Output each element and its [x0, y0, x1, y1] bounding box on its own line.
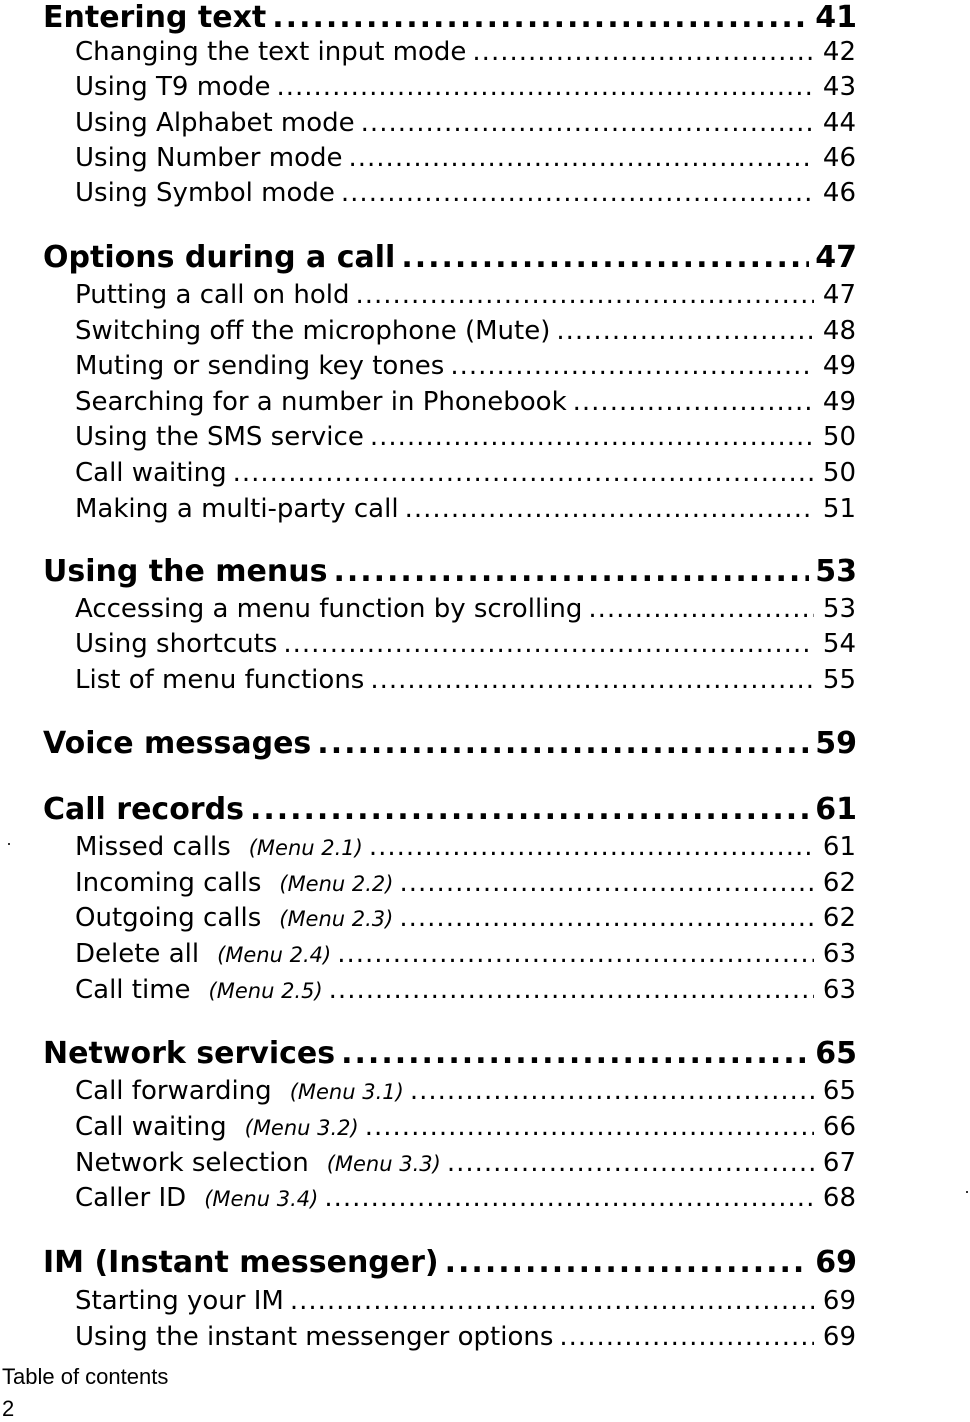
- toc-section-heading[interactable]: [43, 726, 857, 761]
- page-number: 49: [822, 351, 856, 381]
- page-number: 69: [822, 1322, 856, 1352]
- dot-leader: [250, 792, 809, 827]
- entry-title: Caller ID: [75, 1183, 187, 1213]
- page-number: 61: [815, 792, 857, 827]
- footer-label: Table of contents: [2, 1364, 169, 1389]
- dot-leader: [410, 1076, 814, 1106]
- dot-leader: [349, 143, 815, 173]
- menu-reference: (Menu 2.5): [208, 979, 323, 1003]
- toc-entry[interactable]: [75, 975, 856, 1005]
- dot-leader: [355, 280, 814, 310]
- toc-entry[interactable]: [75, 458, 856, 488]
- toc-entry[interactable]: [75, 1286, 856, 1316]
- entry-title: List of menu functions: [75, 665, 365, 695]
- dot-leader: [337, 939, 814, 969]
- toc-section-heading[interactable]: [43, 1245, 857, 1280]
- toc-entry[interactable]: [75, 108, 856, 138]
- toc-entry[interactable]: [75, 387, 856, 417]
- page-number: 50: [822, 422, 856, 452]
- menu-reference: (Menu 2.4): [217, 943, 332, 967]
- entry-title: Switching off the microphone (Mute): [75, 316, 551, 346]
- toc-section-heading[interactable]: [43, 0, 857, 35]
- entry-title: Incoming calls: [75, 868, 262, 898]
- dot-leader: [365, 1112, 814, 1142]
- page-number: 63: [822, 975, 856, 1005]
- dot-leader: [369, 832, 814, 862]
- entry-title: Using the SMS service: [75, 422, 364, 452]
- page-number: 55: [822, 665, 856, 695]
- toc-entry[interactable]: [75, 1322, 856, 1352]
- dot-leader: [401, 240, 809, 275]
- toc-entry[interactable]: [75, 594, 856, 624]
- toc-entry[interactable]: [75, 832, 856, 862]
- section-title: IM (Instant messenger): [43, 1245, 439, 1280]
- page-number: 43: [822, 72, 856, 102]
- entry-title: Using shortcuts: [75, 629, 278, 659]
- dot-leader: [559, 1322, 814, 1352]
- toc-entry[interactable]: [75, 316, 856, 346]
- page-number: 42: [822, 37, 856, 67]
- section-title: Options during a call: [43, 240, 396, 275]
- dot-leader: [472, 37, 814, 67]
- page-number: 41: [815, 0, 857, 35]
- menu-reference: (Menu 2.2): [279, 872, 394, 896]
- toc-entry[interactable]: [75, 72, 856, 102]
- page-number: 50: [822, 458, 856, 488]
- toc-entry[interactable]: [75, 1112, 856, 1142]
- page-number: 47: [822, 280, 856, 310]
- menu-reference: (Menu 3.2): [244, 1116, 359, 1140]
- entry-title: Starting your IM: [75, 1286, 284, 1316]
- page-number: 62: [822, 868, 856, 898]
- page-number: 47: [815, 240, 857, 275]
- entry-title: Call time: [75, 975, 191, 1005]
- dot-leader: [370, 665, 814, 695]
- entry-title: Missed calls: [75, 832, 231, 862]
- entry-title: Using the instant messenger options: [75, 1322, 554, 1352]
- page-number: 44: [822, 108, 856, 138]
- dot-leader: [324, 1183, 814, 1213]
- entry-title: Making a multi-party call: [75, 494, 399, 524]
- entry-title: Accessing a menu function by scrolling: [75, 594, 583, 624]
- entry-title: Delete all: [75, 939, 200, 969]
- page-number: 61: [822, 832, 856, 862]
- dot-leader: [588, 594, 814, 624]
- page-number: 65: [822, 1076, 856, 1106]
- menu-reference: (Menu 3.1): [289, 1080, 404, 1104]
- toc-section-heading[interactable]: [43, 554, 857, 589]
- page-number: 62: [822, 903, 856, 933]
- menu-reference: (Menu 2.3): [279, 907, 394, 931]
- toc-entry[interactable]: [75, 939, 856, 969]
- page-number: 66: [822, 1112, 856, 1142]
- entry-title: Outgoing calls: [75, 903, 262, 933]
- page-number: 49: [822, 387, 856, 417]
- section-title: Using the menus: [43, 554, 328, 589]
- toc-section-heading[interactable]: [43, 1036, 857, 1071]
- dot-leader: [450, 351, 814, 381]
- scan-speck: [8, 843, 10, 845]
- entry-title: Putting a call on hold: [75, 280, 350, 310]
- dot-leader: [329, 975, 814, 1005]
- page-number: 53: [815, 554, 857, 589]
- page-number: 54: [822, 629, 856, 659]
- page-number: 63: [822, 939, 856, 969]
- toc-section-heading[interactable]: [43, 240, 857, 275]
- dot-leader: [341, 178, 814, 208]
- dot-leader: [276, 72, 814, 102]
- toc-entry[interactable]: [75, 1148, 856, 1178]
- page-number: 69: [822, 1286, 856, 1316]
- section-title: Voice messages: [43, 726, 312, 761]
- page-number: 46: [822, 178, 856, 208]
- entry-title: Searching for a number in Phonebook: [75, 387, 567, 417]
- toc-entry[interactable]: [75, 1076, 856, 1106]
- page-number: 51: [822, 494, 856, 524]
- dot-leader: [405, 494, 814, 524]
- dot-leader: [283, 629, 814, 659]
- menu-reference: (Menu 2.1): [248, 836, 363, 860]
- toc-entry[interactable]: [75, 178, 856, 208]
- entry-title: Using Alphabet mode: [75, 108, 355, 138]
- entry-title: Call waiting: [75, 458, 227, 488]
- entry-title: Network selection: [75, 1148, 309, 1178]
- dot-leader: [333, 554, 809, 589]
- page-number: 48: [822, 316, 856, 346]
- dot-leader: [399, 903, 814, 933]
- toc-entry[interactable]: [75, 1183, 856, 1213]
- entry-title: Call waiting: [75, 1112, 227, 1142]
- toc-section-heading[interactable]: [43, 792, 857, 827]
- dot-leader: [341, 1036, 809, 1071]
- toc-entry[interactable]: [75, 422, 856, 452]
- toc-entry[interactable]: [75, 37, 856, 67]
- entry-title: Using Number mode: [75, 143, 343, 173]
- dot-leader: [233, 458, 814, 488]
- page-number: 67: [822, 1148, 856, 1178]
- dot-leader: [400, 868, 815, 898]
- entry-title: Muting or sending key tones: [75, 351, 445, 381]
- entry-title: Using T9 mode: [75, 72, 271, 102]
- page-number: 53: [822, 594, 856, 624]
- dot-leader: [447, 1148, 814, 1178]
- section-title: Call records: [43, 792, 244, 827]
- dot-leader: [556, 316, 814, 346]
- toc-entry[interactable]: [75, 351, 856, 381]
- toc-entry[interactable]: [75, 280, 856, 310]
- toc-entry[interactable]: [75, 665, 856, 695]
- dot-leader: [370, 422, 814, 452]
- page-number: 65: [815, 1036, 857, 1071]
- page-number: 46: [822, 143, 856, 173]
- page-number: 68: [822, 1183, 856, 1213]
- toc-entry[interactable]: [75, 143, 856, 173]
- toc-entry[interactable]: [75, 629, 856, 659]
- toc-entry[interactable]: [75, 903, 856, 933]
- dot-leader: [317, 726, 809, 761]
- section-title: Network services: [43, 1036, 336, 1071]
- section-title: Entering text: [43, 0, 267, 35]
- menu-reference: (Menu 3.4): [204, 1187, 319, 1211]
- dot-leader: [361, 108, 814, 138]
- menu-reference: (Menu 3.3): [326, 1152, 441, 1176]
- dot-leader: [290, 1286, 814, 1316]
- entry-title: Call forwarding: [75, 1076, 272, 1106]
- dot-leader: [445, 1245, 810, 1280]
- entry-title: Using Symbol mode: [75, 178, 335, 208]
- toc-entry[interactable]: [75, 494, 856, 524]
- page-number: 69: [815, 1245, 857, 1280]
- footer-page-number: 2: [2, 1396, 15, 1421]
- toc-entry[interactable]: [75, 868, 856, 898]
- page-number: 59: [815, 726, 857, 761]
- dot-leader: [573, 387, 814, 417]
- scan-speck: [966, 1191, 968, 1193]
- entry-title: Changing the text input mode: [75, 37, 467, 67]
- dot-leader: [272, 0, 809, 35]
